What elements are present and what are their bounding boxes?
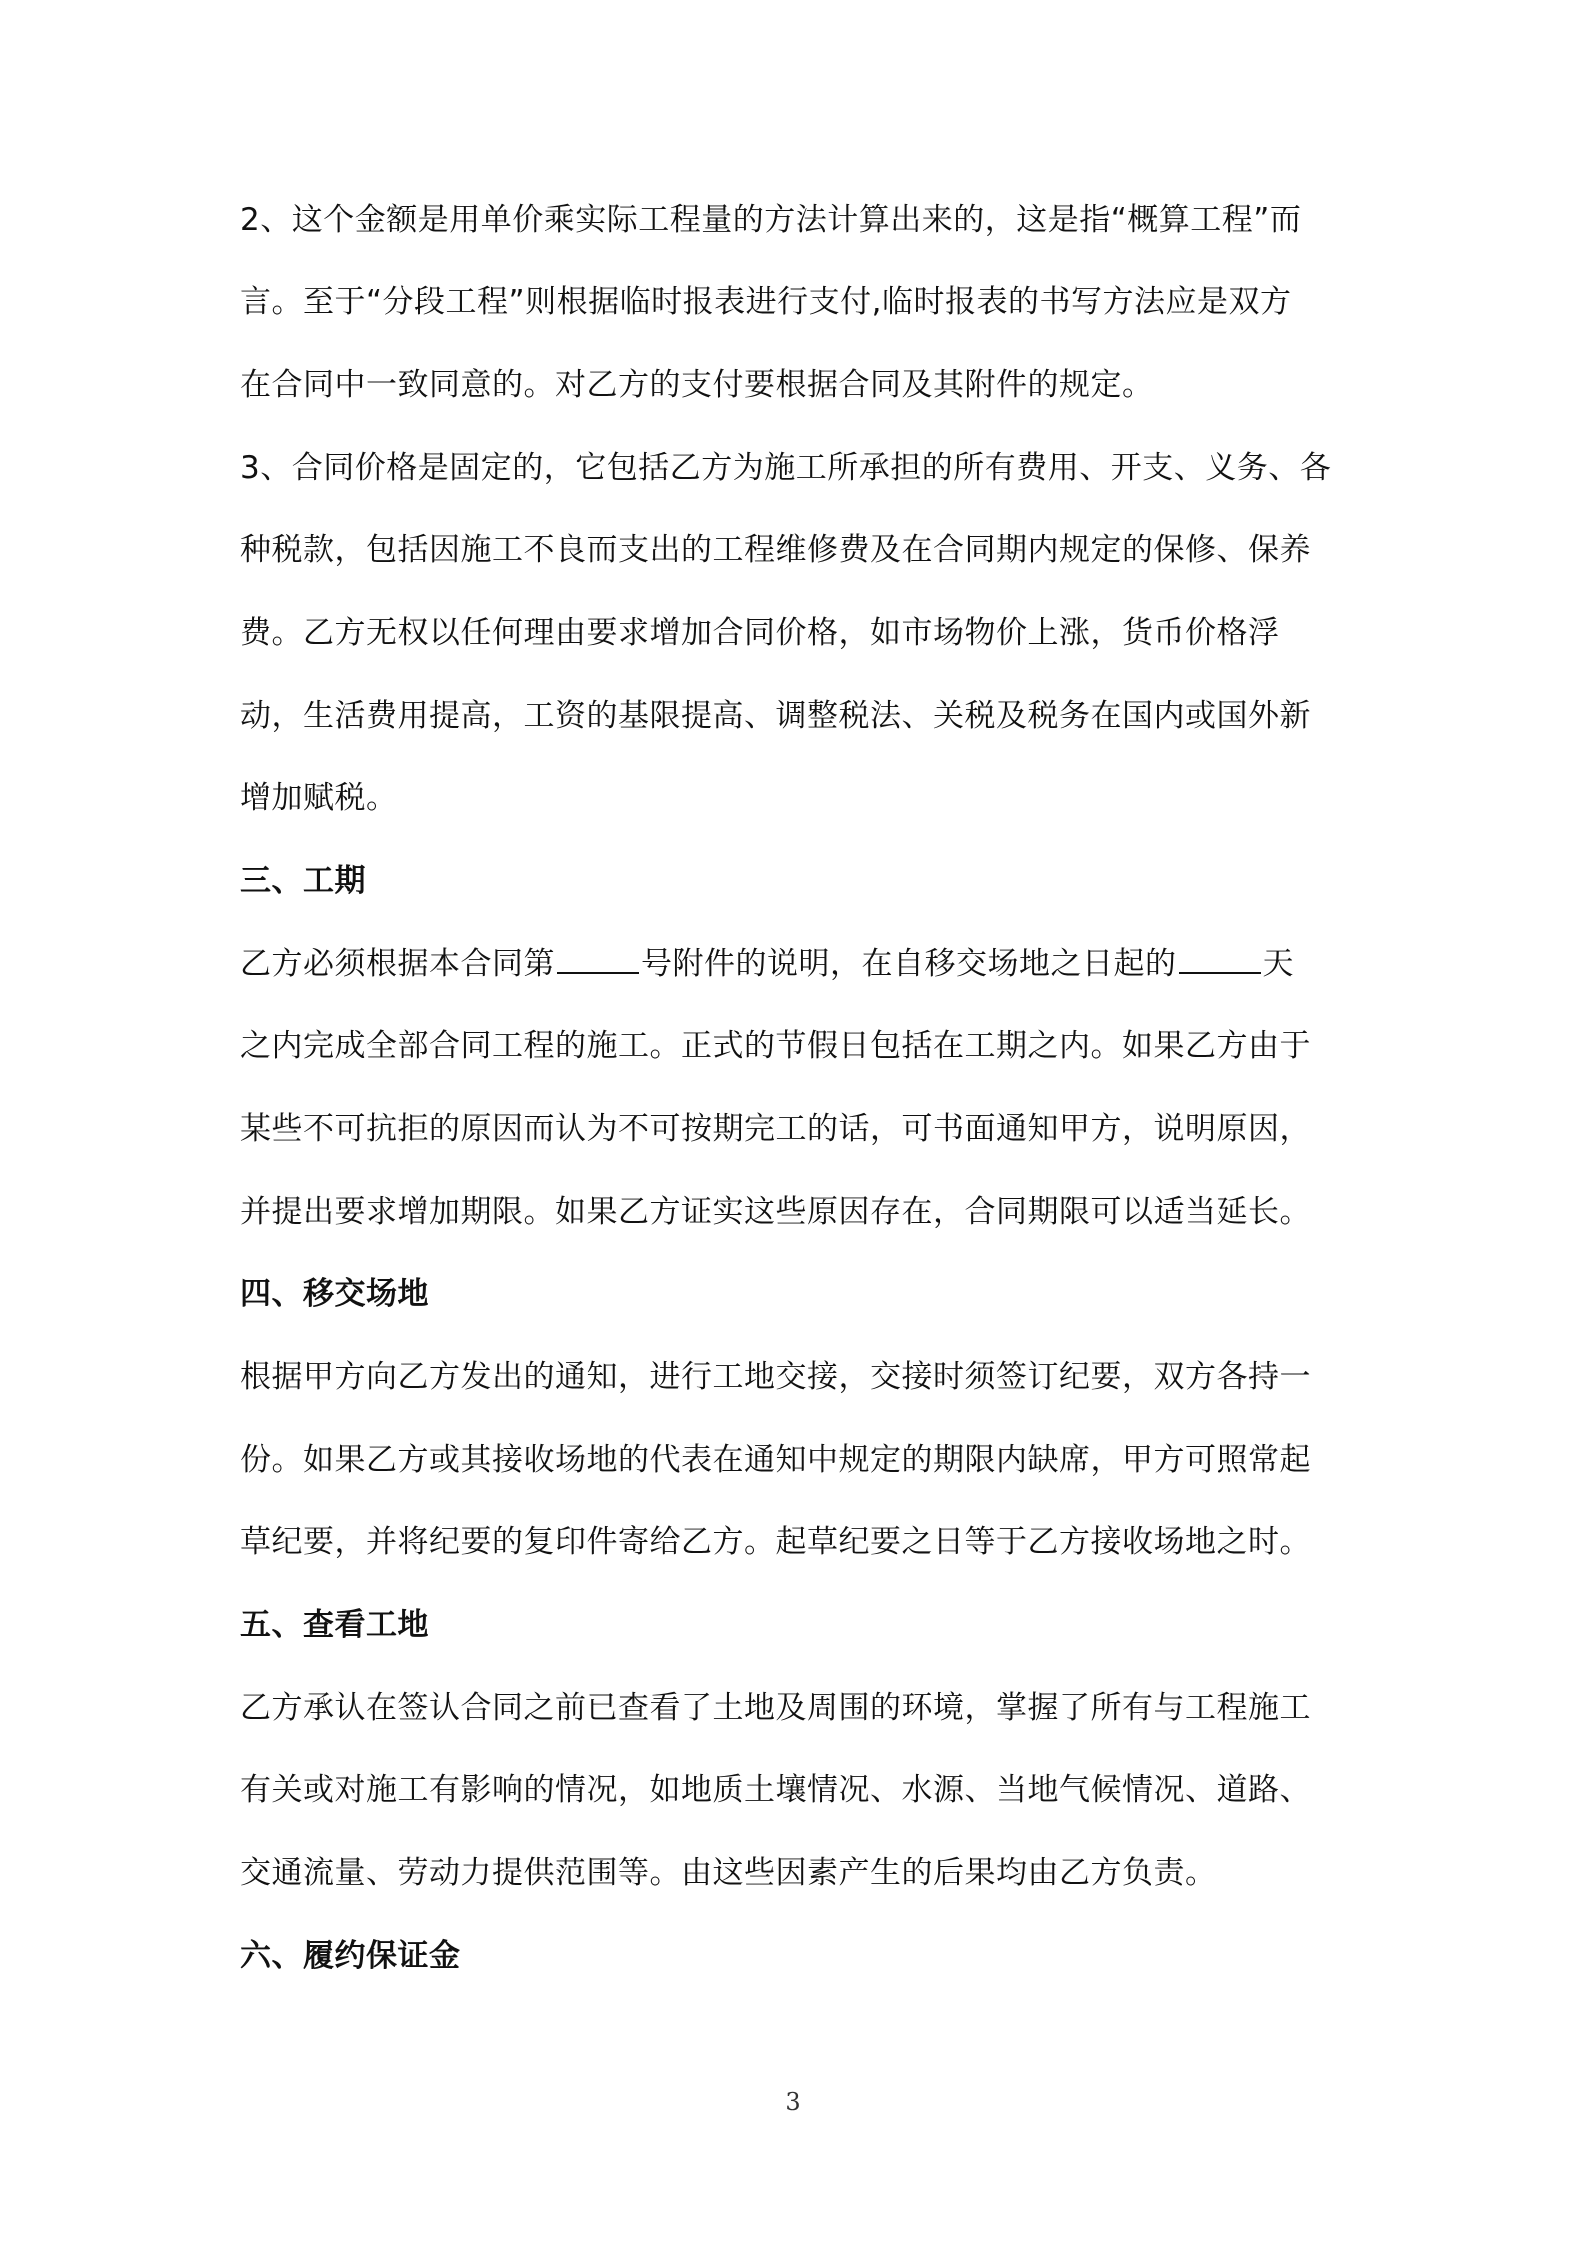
section-inspection-line-1: 乙方承认在签认合同之前已查看了土地及周围的环境，掌握了所有与工程施工: [240, 1690, 1311, 1726]
paragraph-2-line-3: 在合同中一致同意的。对乙方的支付要根据合同及其附件的规定。: [240, 367, 1154, 403]
section-heading-performance-bond: 六、履约保证金: [240, 1938, 461, 1974]
section-heading-site-inspection: 五、查看工地: [240, 1607, 429, 1643]
section-heading-duration: 三、工期: [240, 863, 366, 899]
paragraph-2-line-1: 2、这个金额是用单价乘实际工程量的方法计算出来的，这是指“概算工程”而: [240, 202, 1302, 238]
paragraph-3-line-3: 费。乙方无权以任何理由要求增加合同价格，如市场物价上涨，货币价格浮: [240, 615, 1280, 651]
paragraph-3-line-2: 种税款，包括因施工不良而支出的工程维修费及在合同期内规定的保修、保养: [240, 532, 1311, 568]
section-inspection-line-3: 交通流量、劳动力提供范围等。由这些因素产生的后果均由乙方负责。: [240, 1855, 1217, 1891]
section-duration-line-1: [240, 934, 1294, 994]
paragraph-3-line-5: 增加赋税。: [240, 780, 398, 816]
section-duration-line-3: 某些不可抗拒的原因而认为不可按期完工的话，可书面通知甲方，说明原因，: [240, 1111, 1311, 1147]
section-duration-line-4: 并提出要求增加期限。如果乙方证实这些原因存在，合同期限可以适当延长。: [240, 1194, 1311, 1230]
section-handover-line-2: 份。如果乙方或其接收场地的代表在通知中规定的期限内缺席，甲方可照常起: [240, 1442, 1311, 1478]
section-handover-line-1: 根据甲方向乙方发出的通知，进行工地交接，交接时须签订纪要，双方各持一: [240, 1359, 1311, 1395]
days-blank: [1179, 934, 1261, 974]
duration-text-part-2: 号附件的说明，在自移交场地之日起的: [641, 946, 1177, 982]
section-handover-line-3: 草纪要，并将纪要的复印件寄给乙方。起草纪要之日等于乙方接收场地之时。: [240, 1524, 1311, 1560]
annex-number-blank: [557, 934, 639, 974]
section-heading-site-handover: 四、移交场地: [240, 1276, 429, 1312]
section-inspection-line-2: 有关或对施工有影响的情况，如地质土壤情况、水源、当地气候情况、道路、: [240, 1772, 1311, 1808]
paragraph-3-line-1: 3、合同价格是固定的，它包括乙方为施工所承担的所有费用、开支、义务、各: [240, 450, 1332, 486]
paragraph-3-line-4: 动，生活费用提高，工资的基限提高、调整税法、关税及税务在国内或国外新: [240, 698, 1311, 734]
paragraph-2-line-2: 言。至于“分段工程”则根据临时报表进行支付,临时报表的书写方法应是双方: [240, 284, 1292, 320]
section-duration-line-2: 之内完成全部合同工程的施工。正式的节假日包括在工期之内。如果乙方由于: [240, 1028, 1311, 1064]
duration-text-part-1: 乙方必须根据本合同第: [240, 946, 555, 982]
page-number: 3: [785, 2088, 801, 2116]
duration-text-part-3: 天: [1262, 946, 1294, 982]
